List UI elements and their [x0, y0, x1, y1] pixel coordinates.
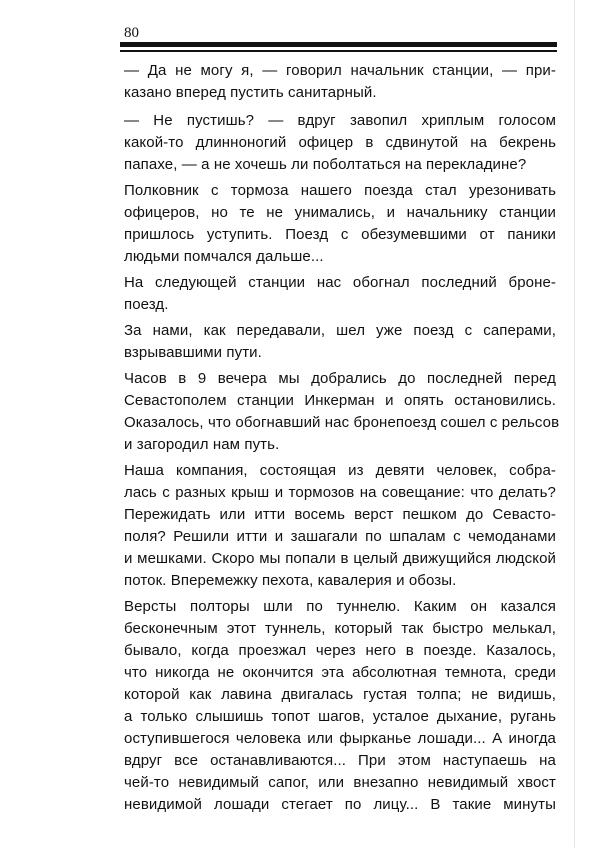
text-line: бесконечным этот туннель, который так быстро мелькал,	[124, 620, 556, 637]
header-rule-thick	[120, 42, 557, 47]
text-line: — Да не могу я, — говорил начальник станции, — при-	[124, 62, 556, 79]
text-line: а только слышишь топот шагов, усталое дыхание, ругань	[124, 708, 556, 725]
text-line: поезд.	[124, 296, 169, 313]
text-line: оступившегося человека или фырканье лошади... А иногда	[124, 730, 556, 747]
text-line: папахе, — а не хочешь ли поболтаться на перекладине?	[124, 156, 527, 173]
text-line: За нами, как передавали, шел уже поезд с саперами,	[124, 322, 556, 339]
text-line: людьми помчался дальше...	[124, 248, 324, 265]
text-line: Пережидать или итти восемь верст пешком до Севасто-	[124, 506, 556, 523]
text-line: поля? Решили итти и зашагали по шпалам с чемоданами	[124, 528, 556, 545]
text-line: казано вперед пустить санитарный.	[124, 84, 377, 101]
text-line: пришлось уступить. Поезд с обезумевшими от паники	[124, 226, 556, 243]
text-line: Оказалось, что обогнавший нас бронепоезд сошел с рельсов	[124, 414, 560, 431]
text-line: чей-то невидимый сапог, или внезапно невидимый хвост	[124, 774, 556, 791]
text-line: лась с разных крыш и тормозов на совещание: что делать?	[124, 484, 556, 501]
text-line: невидимой лошади стегает по лицу... В такие минуты	[124, 796, 556, 813]
text-line: Наша компания, состоящая из девяти человек, собра-	[124, 462, 556, 479]
text-line: бывало, когда проезжал через него в поезде. Казалось,	[124, 642, 556, 659]
text-line: и загородил нам путь.	[124, 436, 280, 453]
text-line: поток. Вперемежку пехота, кавалерия и обозы.	[124, 572, 457, 589]
text-line: — Не пустишь? — вдруг завопил хриплым голосом	[124, 112, 556, 129]
text-line: взрывавшими пути.	[124, 344, 262, 361]
text-line: На следующей станции нас обогнал последний броне-	[124, 274, 556, 291]
text-line: которой как лавина двигалась густая толпа; не видишь,	[124, 686, 556, 703]
text-line: какой-то длинноногий офицер в сдвинутой на бекрень	[124, 134, 556, 151]
header-rule-thin	[120, 50, 557, 52]
page-edge-shadow	[574, 0, 575, 848]
text-line: вдруг все останавливаются... При этом наступаешь на	[124, 752, 556, 769]
page-number: 80	[124, 25, 139, 41]
text-line: что никогда не окончится эта абсолютная темнота, среди	[124, 664, 556, 681]
text-line: офицеров, но те не унимались, и начальнику станции	[124, 204, 556, 221]
text-line: Часов в 9 вечера мы добрались до последней перед	[124, 370, 556, 387]
text-line: Полковник с тормоза нашего поезда стал урезонивать	[124, 182, 556, 199]
text-line: Версты полторы шли по туннелю. Каким он казался	[124, 598, 556, 615]
text-line: и мешками. Скоро мы попали в целый движущийся людской	[124, 550, 556, 567]
text-line: Севастополем станции Инкерман и опять остановились.	[124, 392, 556, 409]
